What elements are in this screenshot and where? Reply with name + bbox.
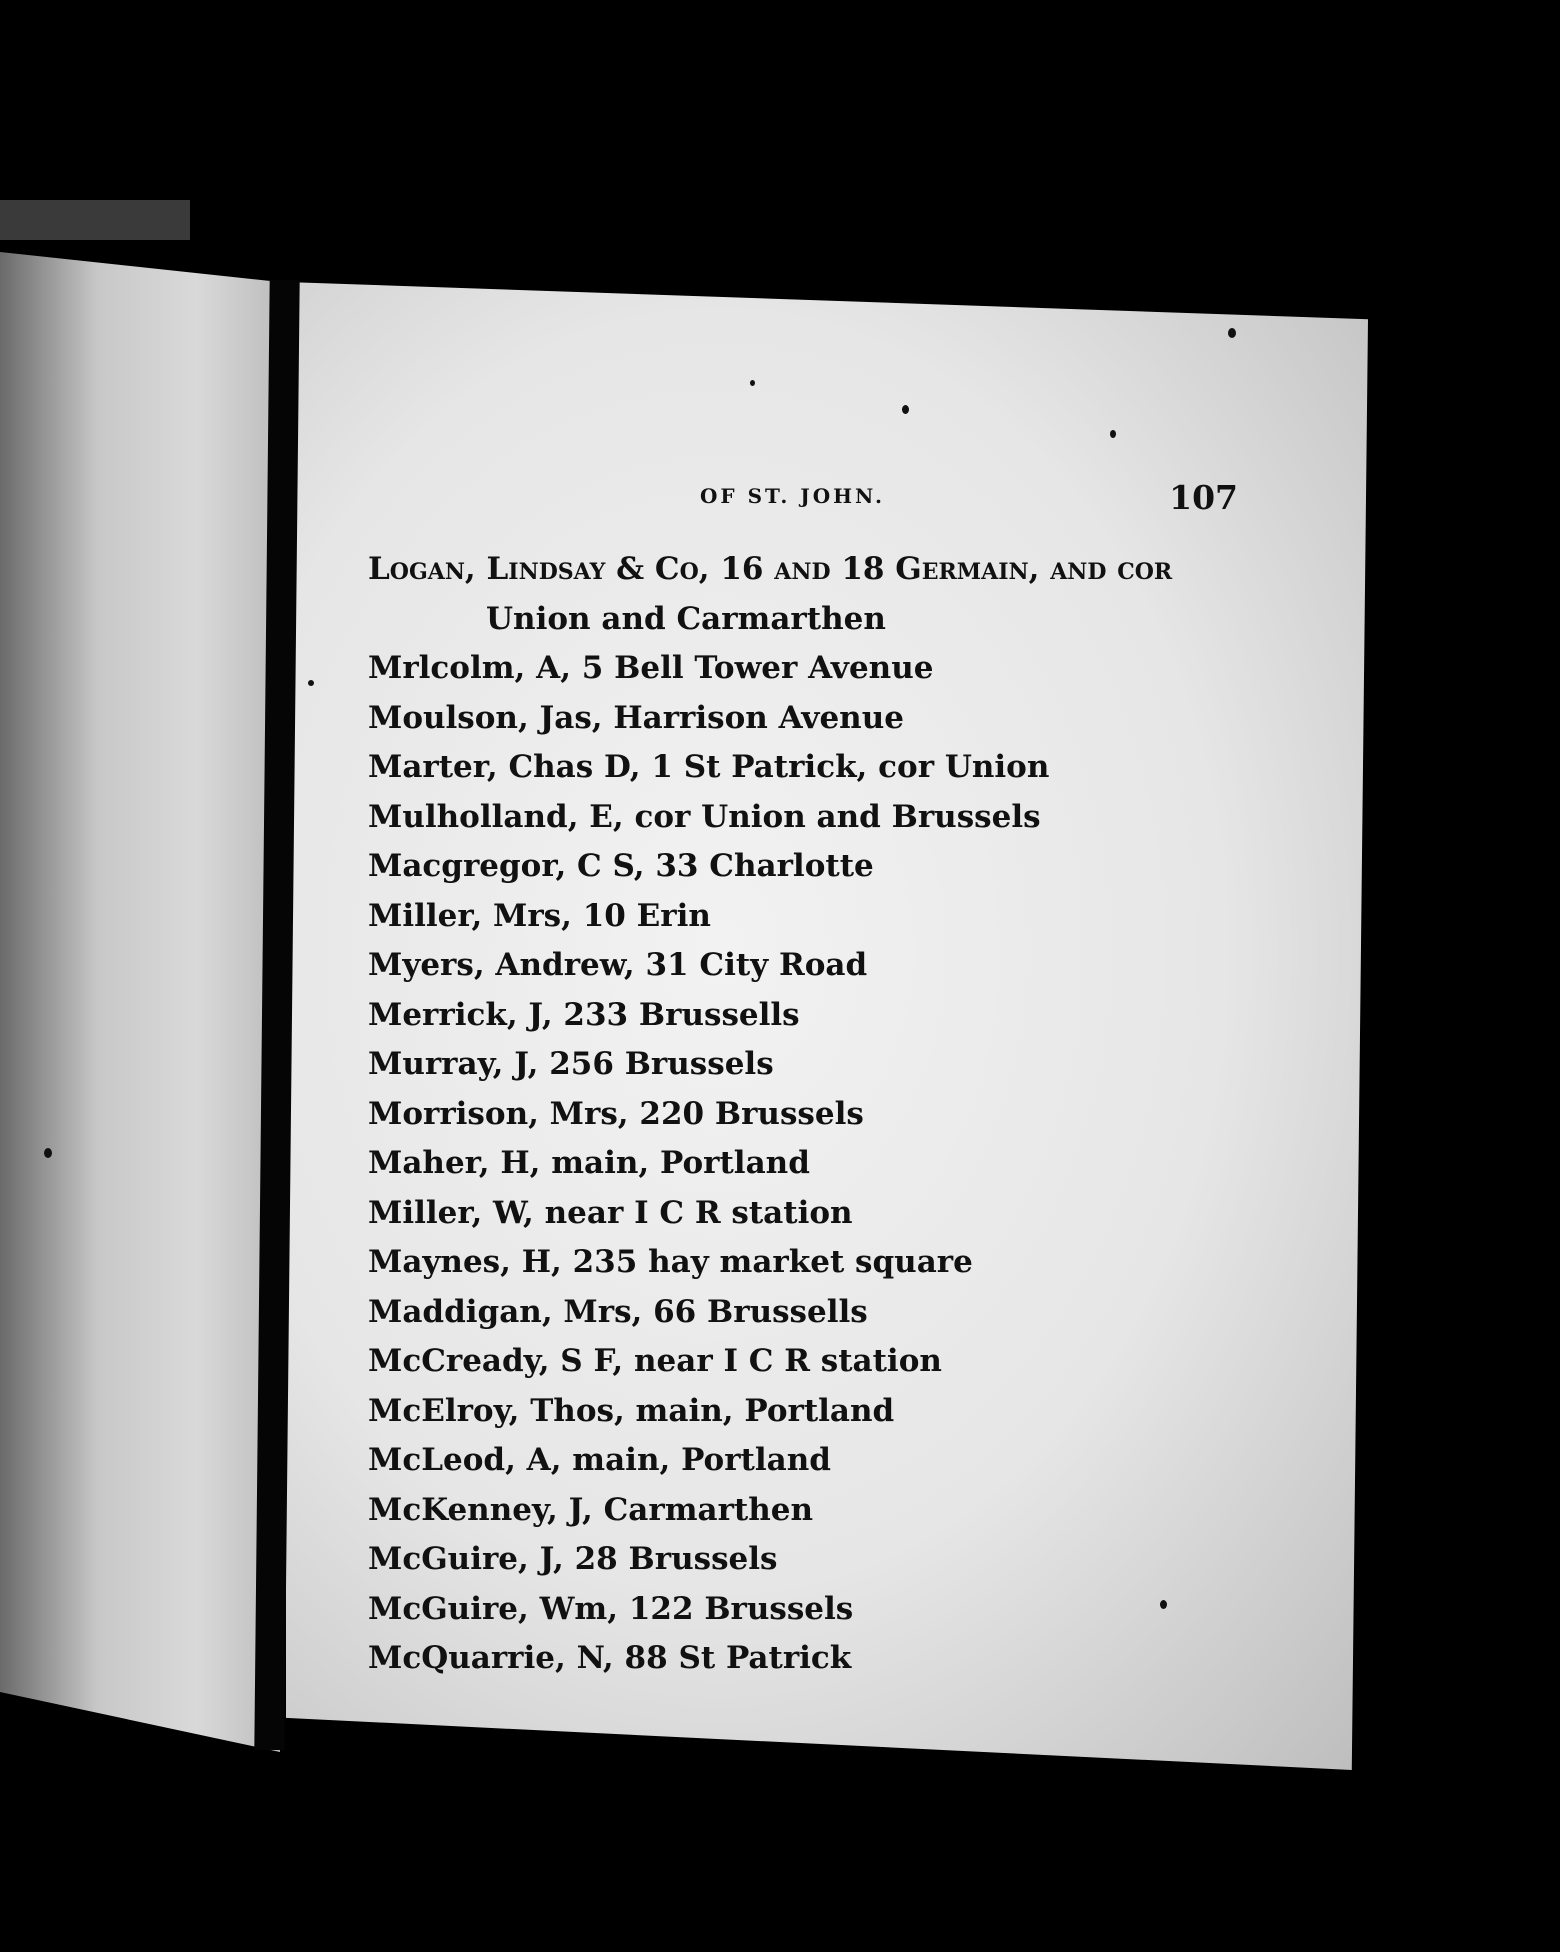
- directory-entry: McCready, S F, near I C R station: [368, 1343, 942, 1379]
- directory-entry: McElroy, Thos, main, Portland: [368, 1392, 895, 1429]
- directory-entries: [368, 545, 1268, 1684]
- running-head: OF ST. JOHN.: [700, 484, 886, 508]
- directory-entry: Miller, W, near I C R station: [368, 1194, 853, 1231]
- left-page-edge: [0, 200, 190, 240]
- directory-entry: Murray, J, 256 Brussels: [368, 1046, 774, 1082]
- directory-entry: McGuire, Wm, 122 Brussels: [368, 1590, 854, 1627]
- ink-speck: [308, 680, 314, 686]
- ink-speck: [750, 380, 755, 386]
- directory-entry: Mulholland, E, cor Union and Brussels: [368, 798, 1041, 835]
- directory-entry: Mrlcolm, A, 5 Bell Tower Avenue: [368, 650, 934, 686]
- directory-entry: Logan, Lindsay & Co, 16 and 18 Germain, and cor: [368, 551, 1173, 587]
- ink-speck: [44, 1148, 52, 1158]
- directory-entry: McLeod, A, main, Portland: [368, 1442, 831, 1478]
- ink-speck: [1110, 430, 1116, 438]
- directory-entry: McQuarrie, N, 88 St Patrick: [368, 1640, 852, 1676]
- directory-entry: Macgregor, C S, 33 Charlotte: [368, 848, 874, 884]
- directory-entry-continuation: Union and Carmarthen: [486, 600, 886, 637]
- page-header: [700, 478, 1250, 528]
- directory-entry: Maddigan, Mrs, 66 Brussells: [368, 1293, 868, 1330]
- directory-entry: McGuire, J, 28 Brussels: [368, 1541, 778, 1577]
- directory-entry: McKenney, J, Carmarthen: [368, 1491, 814, 1528]
- left-page: [0, 252, 280, 1752]
- directory-entry: Maher, H, main, Portland: [368, 1145, 810, 1181]
- directory-entry: Merrick, J, 233 Brussells: [368, 996, 800, 1033]
- directory-entry: Myers, Andrew, 31 City Road: [368, 947, 868, 983]
- directory-entry: Moulson, Jas, Harrison Avenue: [368, 699, 904, 736]
- directory-entry: Marter, Chas D, 1 St Patrick, cor Union: [368, 749, 1050, 785]
- ink-speck: [1228, 328, 1236, 338]
- directory-entry: Maynes, H, 235 hay market square: [368, 1244, 973, 1280]
- ink-speck: [902, 405, 909, 414]
- directory-entry: Morrison, Mrs, 220 Brussels: [368, 1095, 864, 1132]
- directory-entry: Miller, Mrs, 10 Erin: [368, 897, 711, 934]
- page-number: 107: [1169, 478, 1238, 517]
